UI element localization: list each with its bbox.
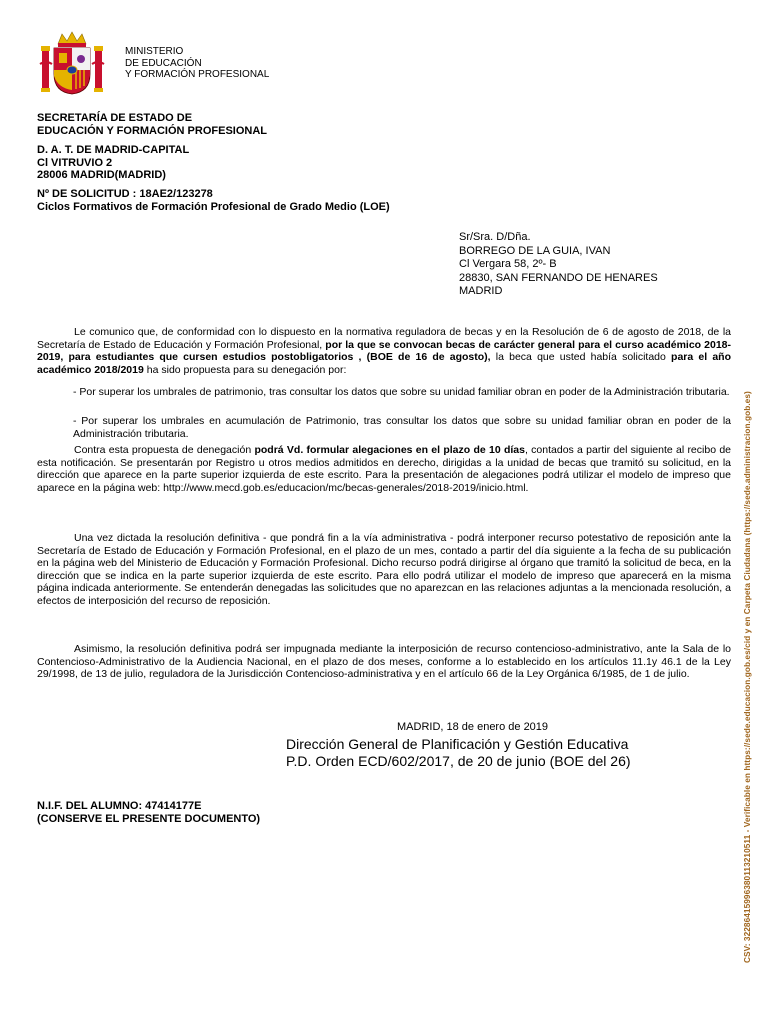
- recipient-line-1: Sr/Sra. D/Dña.: [459, 231, 531, 243]
- csv-text: CSV: 32286415996380113210511 - Verificable en https://sede.educacion.gob.es/cid y en Carpeta Ciudadana (https://sede.administracion.gob.es): [742, 391, 752, 963]
- office-address: [37, 144, 189, 182]
- student-id-block: [37, 800, 260, 825]
- recipient-line-2: BORREGO DE LA GUIA, IVAN: [459, 244, 611, 257]
- recipient-line-3: Cl Vergara 58, 2º- B: [459, 258, 557, 270]
- ministry-name: [125, 46, 269, 81]
- student-nif: N.I.F. DEL ALUMNO: 47414177E: [37, 800, 202, 812]
- p2-text-a: Contra esta propuesta de denegación: [74, 444, 255, 456]
- office-line-3: 28006 MADRID(MADRID): [37, 169, 166, 181]
- denial-reason-1: - Por superar los umbrales de patrimonio, tras consultar los datos que sobre su unidad familiar obran en poder de la Administración tributaria.: [73, 386, 730, 398]
- p1-text-b: por la que se convocan becas de carácter general para el curso académico 2018-2019, para estudiantes que cursen estudios postobligatorios , (BOE de 16 de agosto),: [37, 338, 731, 364]
- p1-text-d: para el año académico 2018/2019: [37, 351, 731, 376]
- paragraph-appeal: Una vez dictada la resolución definitiva - que pondrá fin a la vía administrativa - podrá interponer recurso potestativo de reposición ante la Secretaría de Estado de Educación y Formación Profesional, en el plazo de un mes, contado a partir del día siguiente a la fecha de su publicación en la página web del Ministerio de Educación y Formación Profesional. Dicho recurso podrá dirigirse al órgano que tramitó la solicitud de beca, en la dirección que se indica en la parte superior izquierda de este escrito. Para ello podrá utilizar el modelo de impreso que aparecerá en la misma página indicada anteriormente. Se entenderán denegadas las solicitudes que no aparezcan en las relaciones adjuntas a la mencionada resolución, a efectos de interposición del recurso de reposición.: [37, 532, 731, 607]
- recipient-line-4: 28830, SAN FERNANDO DE HENARES: [459, 271, 658, 284]
- recipient-line-5: MADRID: [459, 285, 503, 297]
- paragraph-intro: [37, 326, 731, 376]
- application-info: [37, 188, 390, 213]
- recipient-address: [459, 231, 658, 299]
- office-line-1: D. A. T. DE MADRID-CAPITAL: [37, 144, 190, 156]
- denial-reason-2: - Por superar los umbrales en acumulación de Patrimonio, tras consultar los datos que sobre su unidad familiar obran en poder de la Administración tributaria.: [73, 415, 731, 440]
- p1-text-e: ha sido propuesta para su denegación por:: [143, 363, 347, 376]
- p2-text-b: podrá Vd. formular alegaciones en el plazo de 10 días: [254, 444, 525, 456]
- keep-document-note: (CONSERVE EL PRESENTE DOCUMENTO): [37, 812, 261, 825]
- issue-date: MADRID, 18 de enero de 2019: [397, 721, 549, 733]
- office-line-2: Cl VITRUVIO 2: [37, 156, 113, 169]
- p1-text-c: la beca que usted había solicitado: [490, 351, 672, 364]
- application-number: Nº DE SOLICITUD : 18AE2/123278: [37, 188, 213, 200]
- p2-text-c: , contados a partir del siguiente al recibo de esta notificación. Se presentarán por Registro u otros medios admitidos en derecho, dirigidas a la unidad de becas que tramitó su solicitud, en la dirección que aparece en la parte superior izquierda de este escrito. Para la presentación de alegaciones podrá utilizar el modelo de impreso que aparece en la página web: http://www.mecd.gob.es/educacion/mc/becas-generales/2018-2019/inicio.html.: [37, 444, 731, 494]
- paragraph-contentious: Asimismo, la resolución definitiva podrá ser impugnada mediante la interposición de recurso contencioso-administrativo, ante la Sala de lo Contencioso-Administrativo de la Audiencia Nacional, en el plazo de dos meses, conforme a lo establecido en los artículos 11.1y 46.1 de la Ley 29/1998, de 13 de julio, reguladora de la Jurisdicción Contencioso-administrativa y en el artículo 66 de la Ley Orgánica 6/1985, de 1 de julio.: [37, 643, 731, 681]
- secretariat-line-2: EDUCACIÓN Y FORMACIÓN PROFESIONAL: [37, 124, 267, 137]
- ministry-line-2: DE EDUCACIÓN: [125, 57, 202, 69]
- coat-of-arms-icon: [38, 30, 106, 98]
- signatory: [286, 736, 631, 769]
- p1-text-a: Le comunico que, de conformidad con lo dispuesto en la normativa reguladora de becas y en la Resolución de 6 de agosto de 2018, de la Secretaría de Estado de Educación y Formación Profesional,: [37, 326, 731, 351]
- paragraph-allegations: [37, 444, 731, 494]
- ministry-line-3: Y FORMACIÓN PROFESIONAL: [125, 69, 270, 80]
- secretariat: [37, 112, 267, 137]
- secretariat-line-1: SECRETARÍA DE ESTADO DE: [37, 112, 193, 124]
- ministry-line-1: MINISTERIO: [125, 46, 184, 57]
- signatory-line-1: Dirección General de Planificación y Gestión Educativa: [286, 736, 629, 752]
- signatory-line-2: P.D. Orden ECD/602/2017, de 20 de junio (BOE del 26): [286, 752, 631, 769]
- program-name: Ciclos Formativos de Formación Profesional de Grado Medio (LOE): [37, 200, 390, 213]
